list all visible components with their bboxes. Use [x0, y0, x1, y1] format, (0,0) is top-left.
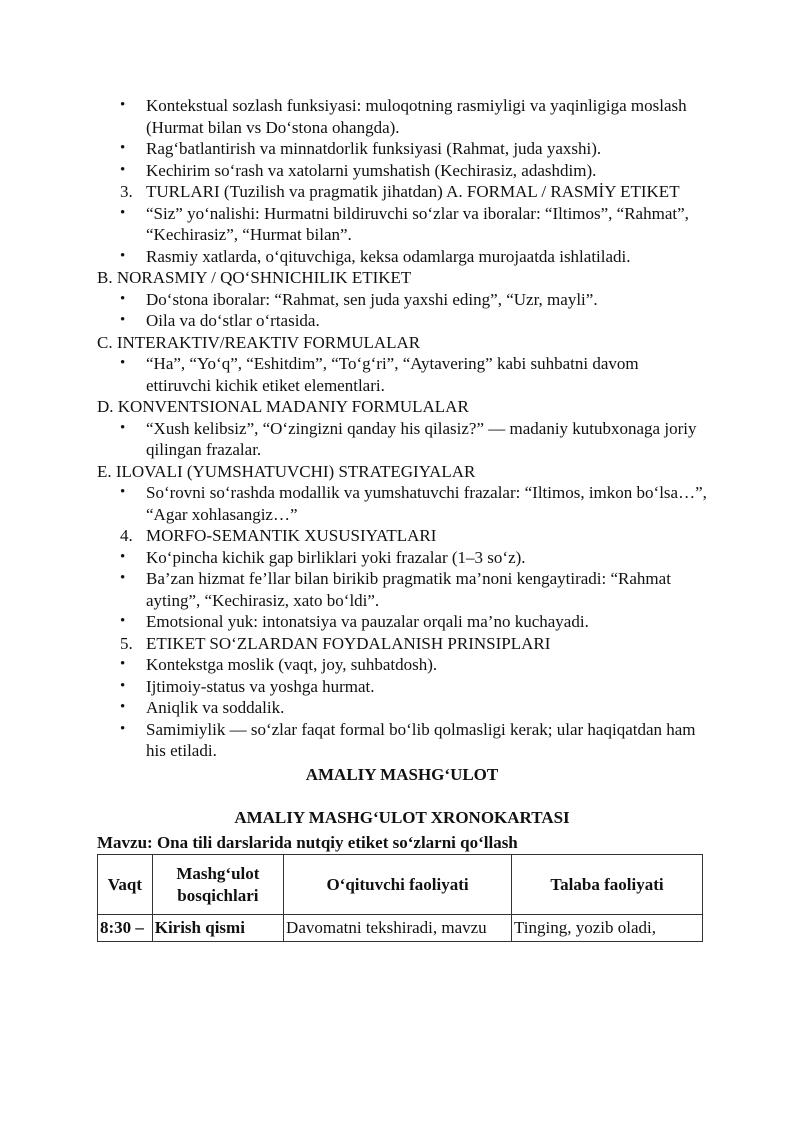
- section-5-bullets: [97, 654, 707, 762]
- section-title: MORFO-SEMANTIK XUSUSIYATLARI: [146, 526, 437, 545]
- column-header: Mashg‘ulot bosqichlari: [152, 855, 283, 915]
- list-item: • “Ha”, “Yo‘q”, “Eshitdim”, “To‘g‘ri”, “Aytavering” kabi suhbatni davom ettiruvchi kichik etiket elementlari.: [97, 353, 707, 396]
- subsection-c-bullets: [97, 353, 707, 396]
- section-number: 5.: [120, 633, 133, 653]
- section-title: TURLARI (Tuzilish va pragmatik jihatdan) A. FORMAL / RASMİY ETIKET: [146, 182, 680, 201]
- list-item: • Do‘stona iboralar: “Rahmat, sen juda yaxshi eding”, “Uzr, mayli”.: [97, 289, 707, 311]
- xronokarta-title: AMALIY MASHG‘ULOT XRONOKARTASI: [234, 808, 570, 827]
- xronokarta-table: [97, 854, 703, 942]
- table-cell: Davomatni tekshiradi, mavzu: [284, 915, 512, 942]
- subsection-b-heading: B. NORASMIY / QO‘SHNICHILIK ETIKET: [97, 268, 412, 287]
- subsection-d-bullets: [97, 418, 707, 461]
- list-item: • Ko‘pincha kichik gap birliklari yoki frazalar (1–3 so‘z).: [97, 547, 707, 569]
- section-title: ETIKET SO‘ZLARDAN FOYDALANISH PRINSIPLARI: [146, 633, 551, 653]
- subsection-b-bullets: [97, 289, 707, 332]
- list-item: • Aniqlik va soddalik.: [97, 697, 707, 719]
- list-item: • Ba’zan hizmat fe’llar bilan birikib pragmatik ma’noni kengaytiradi: “Rahmat ayting”, “Kechirasiz, xato bo‘ldi”.: [97, 568, 707, 611]
- subsection-d-heading: D. KONVENTSIONAL MADANIY FORMULALAR: [97, 397, 469, 416]
- list-item: • Kontekstual sozlash funksiyasi: muloqotning rasmiyligi va yaqinligiga moslash (Hurmat bilan vs Do‘stona ohangda).: [97, 95, 707, 138]
- section-3-heading: [97, 181, 707, 203]
- table-row: [98, 915, 703, 942]
- section-4-bullets: [97, 547, 707, 633]
- list-item: • Kontekstga moslik (vaqt, joy, suhbatdosh).: [97, 654, 707, 676]
- table-cell: 8:30 –: [98, 915, 153, 942]
- list-item: • “Siz” yo‘nalishi: Hurmatni bildiruvchi so‘zlar va iboralar: “Iltimos”, “Rahmat”, “Kechirasiz”, “Hurmat bilan”.: [97, 203, 707, 246]
- section-3-bullets: [97, 203, 707, 268]
- subsection-e-heading: E. ILOVALI (YUMSHATUVCHI) STRATEGIYALAR: [97, 461, 476, 481]
- subsection-e-bullets: [97, 482, 707, 525]
- section-2-bullets: [97, 95, 707, 181]
- spacer: [97, 785, 707, 807]
- column-header: O‘qituvchi faoliyati: [284, 855, 512, 915]
- table-header-row: [98, 855, 703, 915]
- section-number: 3.: [120, 182, 133, 201]
- list-item: • Emotsional yuk: intonatsiya va pauzalar orqali ma’no kuchayadi.: [97, 611, 707, 633]
- list-item: • Samimiylik — so‘zlar faqat formal bo‘lib qolmasligi kerak; ular haqiqatdan ham his etiladi.: [97, 719, 707, 762]
- topic-line: Mavzu: Ona tili darslarida nutqiy etiket so‘zlarni qo‘llash: [97, 832, 518, 852]
- section-4-heading: [97, 525, 707, 547]
- section-5-heading: [97, 633, 707, 655]
- table-cell: Tinging, yozib oladi,: [512, 915, 703, 942]
- list-item: • Ijtimoiy-status va yoshga hurmat.: [97, 676, 707, 698]
- column-header: Vaqt: [98, 855, 153, 915]
- column-header: Talaba faoliyati: [512, 855, 703, 915]
- list-item: • Oila va do‘stlar o‘rtasida.: [97, 310, 707, 332]
- subsection-c-heading: C. INTERAKTIV/REAKTIV FORMULALAR: [97, 332, 421, 352]
- section-number: 4.: [120, 526, 133, 545]
- amaliy-title: AMALIY MASHG‘ULOT: [305, 764, 499, 784]
- list-item: • Kechirim so‘rash va xatolarni yumshatish (Kechirasiz, adashdim).: [97, 160, 707, 182]
- document-page: [97, 95, 707, 942]
- list-item: • “Xush kelibsiz”, “O‘zingizni qanday his qilasiz?” — madaniy kutubxonaga joriy qilingan frazalar.: [97, 418, 707, 461]
- list-item: • Rasmiy xatlarda, o‘qituvchiga, keksa odamlarga murojaatda ishlatiladi.: [97, 246, 707, 268]
- list-item: • So‘rovni so‘rashda modallik va yumshatuvchi frazalar: “Iltimos, imkon bo‘lsa…”, “Agar xohlasangiz…”: [97, 482, 707, 525]
- list-item: • Rag‘batlantirish va minnatdorlik funksiyasi (Rahmat, juda yaxshi).: [97, 138, 707, 160]
- table-cell: Kirish qismi: [152, 915, 283, 942]
